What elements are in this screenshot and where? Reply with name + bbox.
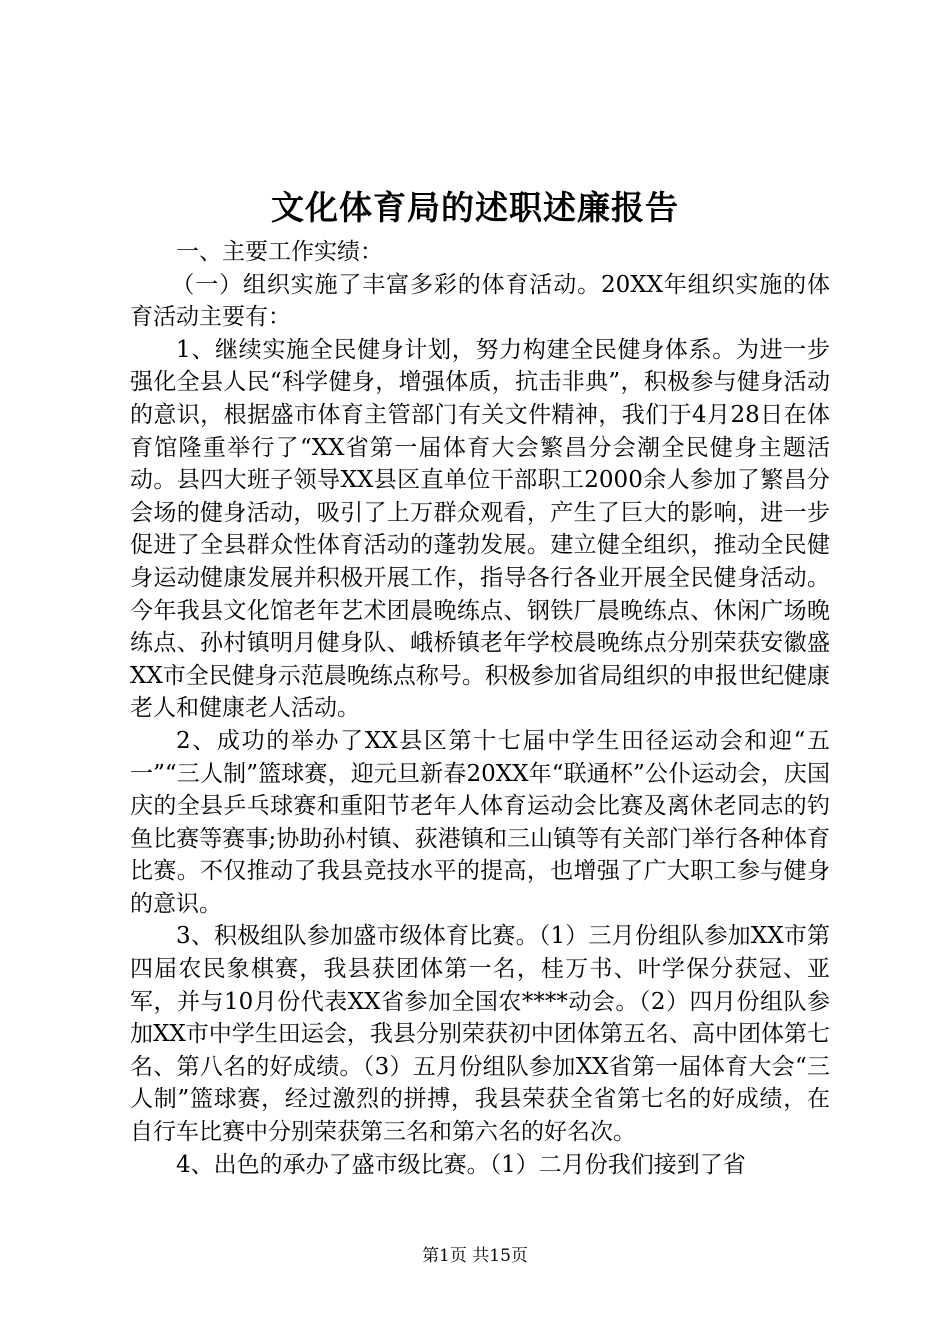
document-title: 文化体育局的述职述廉报告 — [271, 188, 679, 227]
section-heading: 一、主要工作实绩： — [176, 239, 383, 265]
document-body — [130, 236, 830, 1181]
paragraph-1: 1、继续实施全民健身计划，努力构建全民健身体系。为进一步强化全县人民“科学健身，增强体质，抗击非典”，积极参与健身活动的意识，根据盛市体育主管部门有关文件精神，我们于4月28日在体育馆隆重举行了“XX省第一届体育大会繁昌分会潮全民健身主题活动。县四大班子领导XX县区直单位干部职工2000余人参加了繁昌分会场的健身活动，吸引了上万群众观看，产生了巨大的影响，进一步促进了全县群众性体育活动的蓬勃发展。建立健全组织，推动全民健身运动健康发展并积极开展工作，指导各行各业开展全民健身活动。今年我县文化馆老年艺术团晨晚练点、钢铁厂晨晚练点、休闲广场晚练点、孙村镇明月健身队、峨桥镇老年学校晨晚练点分别荣获安徽盛XX市全民健身示范晨晚练点称号。积极参加省局组织的申报世纪健康老人和健康老人活动。 — [130, 336, 830, 722]
subsection-heading: （一）组织实施了丰富多彩的体育活动。20XX年组织实施的体育活动主要有： — [130, 271, 830, 331]
paragraph-2: 2、成功的举办了XX县区第十七届中学生田径运动会和迎“五一”“三人制”篮球赛，迎元旦新春20XX年“联通杯”公仆运动会，庆国庆的全县乒乓球赛和重阳节老年人体育运动会比赛及离休老同志的钓鱼比赛等赛事;协助孙村镇、荻港镇和三山镇等有关部门举行各种体育比赛。不仅推动了我县竞技水平的提高，也增强了广大职工参与健身的意识。 — [130, 727, 830, 917]
paragraph-3: 3、积极组队参加盛市级体育比赛。（1）三月份组队参加XX市第四届农民象棋赛，我县获团体第一名，桂万书、叶学保分获冠、亚军，并与10月份代表XX省参加全国农****动会。（2）四月份组队参加XX市中学生田运会，我县分别荣获初中团体第五名、高中团体第七名、第八名的好成绩。（3）五月份组队参加XX省第一届体育大会“三人制”篮球赛，经过激烈的拼搏，我县荣获全省第七名的好成绩，在自行车比赛中分别荣获第三名和第六名的好名次。 — [130, 923, 830, 1146]
page-number-footer: 第1页 共15页 — [422, 1246, 528, 1266]
paragraph-4: 4、出色的承办了盛市级比赛。（1）二月份我们接到了省 — [176, 1151, 746, 1178]
